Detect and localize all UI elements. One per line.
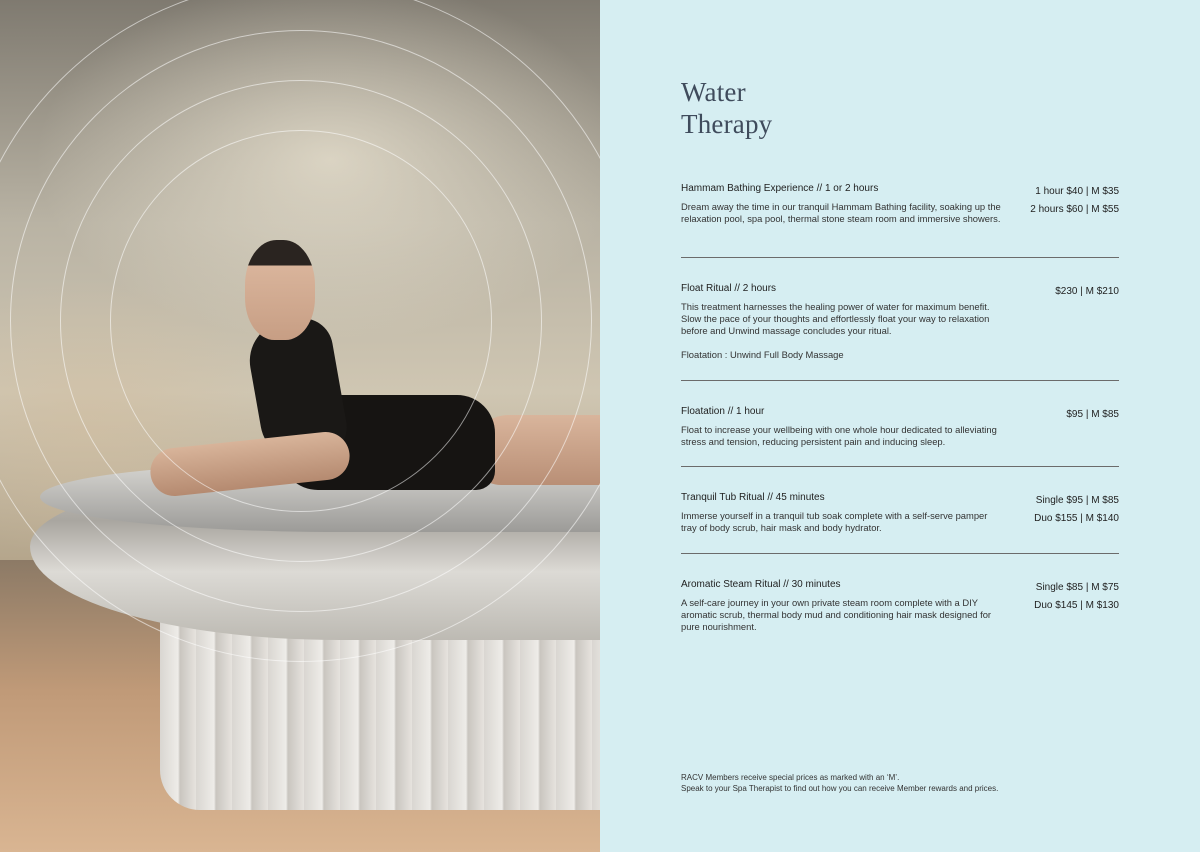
price-line: Single $85 | M $75 xyxy=(1035,582,1119,593)
price-line: $230 | M $210 xyxy=(1055,286,1119,297)
treatment-prices xyxy=(1066,406,1119,424)
treatment-floatation xyxy=(681,406,1119,448)
treatment-note: Floatation : Unwind Full Body Massage xyxy=(681,349,844,360)
price-line: Duo $155 | M $140 xyxy=(1034,513,1119,524)
section-divider xyxy=(681,466,1119,467)
footer-line-2: Speak to your Spa Therapist to find out how you can receive Member rewards and prices. xyxy=(681,784,999,793)
treatment-menu-panel xyxy=(600,0,1200,852)
page-title-line-2: Therapy xyxy=(681,109,773,139)
treatment-aromatic-steam xyxy=(681,579,1119,633)
price-line: 1 hour $40 | M $35 xyxy=(1035,186,1119,197)
decorative-ring-core xyxy=(110,130,492,512)
page-title-line-1: Water xyxy=(681,77,746,107)
treatment-name: Floatation // 1 hour xyxy=(681,406,765,417)
treatment-description: Float to increase your wellbeing with one whole hour dedicated to alleviating stress and tension, reducing persistent pain and inducing sleep. xyxy=(681,424,997,447)
treatment-float-ritual xyxy=(681,283,1119,361)
treatment-description: This treatment harnesses the healing power of water for maximum benefit. Slow the pace of your thoughts and effortlessly float your way to relaxation before and Unwind massage concludes your ritual. xyxy=(681,301,990,336)
treatment-description: Dream away the time in our tranquil Hammam Bathing facility, soaking up the relaxation pool, spa pool, thermal stone steam room and immersive showers. xyxy=(681,201,1001,224)
treatment-name: Aromatic Steam Ritual // 30 minutes xyxy=(681,579,841,590)
footer-line-1: RACV Members receive special prices as marked with an ‘M’. xyxy=(681,773,900,782)
section-divider xyxy=(681,257,1119,258)
price-line: $95 | M $85 xyxy=(1066,409,1119,420)
member-pricing-note xyxy=(681,772,998,794)
section-divider xyxy=(681,380,1119,381)
page-title xyxy=(681,76,772,140)
price-line: 2 hours $60 | M $55 xyxy=(1030,204,1119,215)
treatment-prices xyxy=(1034,579,1119,615)
treatment-prices xyxy=(1034,492,1119,528)
treatment-prices xyxy=(1055,283,1119,301)
price-line: Duo $145 | M $130 xyxy=(1034,600,1119,611)
treatment-description: Immerse yourself in a tranquil tub soak complete with a self-serve pamper tray of body scrub, hair mask and body hydrator. xyxy=(681,510,988,533)
treatment-prices xyxy=(1030,183,1119,219)
treatment-name: Tranquil Tub Ritual // 45 minutes xyxy=(681,492,825,503)
treatment-hammam-bathing xyxy=(681,183,1119,225)
treatment-name: Hammam Bathing Experience // 1 or 2 hours xyxy=(681,183,879,194)
price-line: Single $95 | M $85 xyxy=(1035,495,1119,506)
treatment-name: Float Ritual // 2 hours xyxy=(681,283,777,294)
treatment-tranquil-tub xyxy=(681,492,1119,534)
treatment-description: A self-care journey in your own private steam room complete with a DIY aromatic scrub, thermal body mud and conditioning hair mask designed for pure nourishment. xyxy=(681,597,992,632)
section-divider xyxy=(681,553,1119,554)
